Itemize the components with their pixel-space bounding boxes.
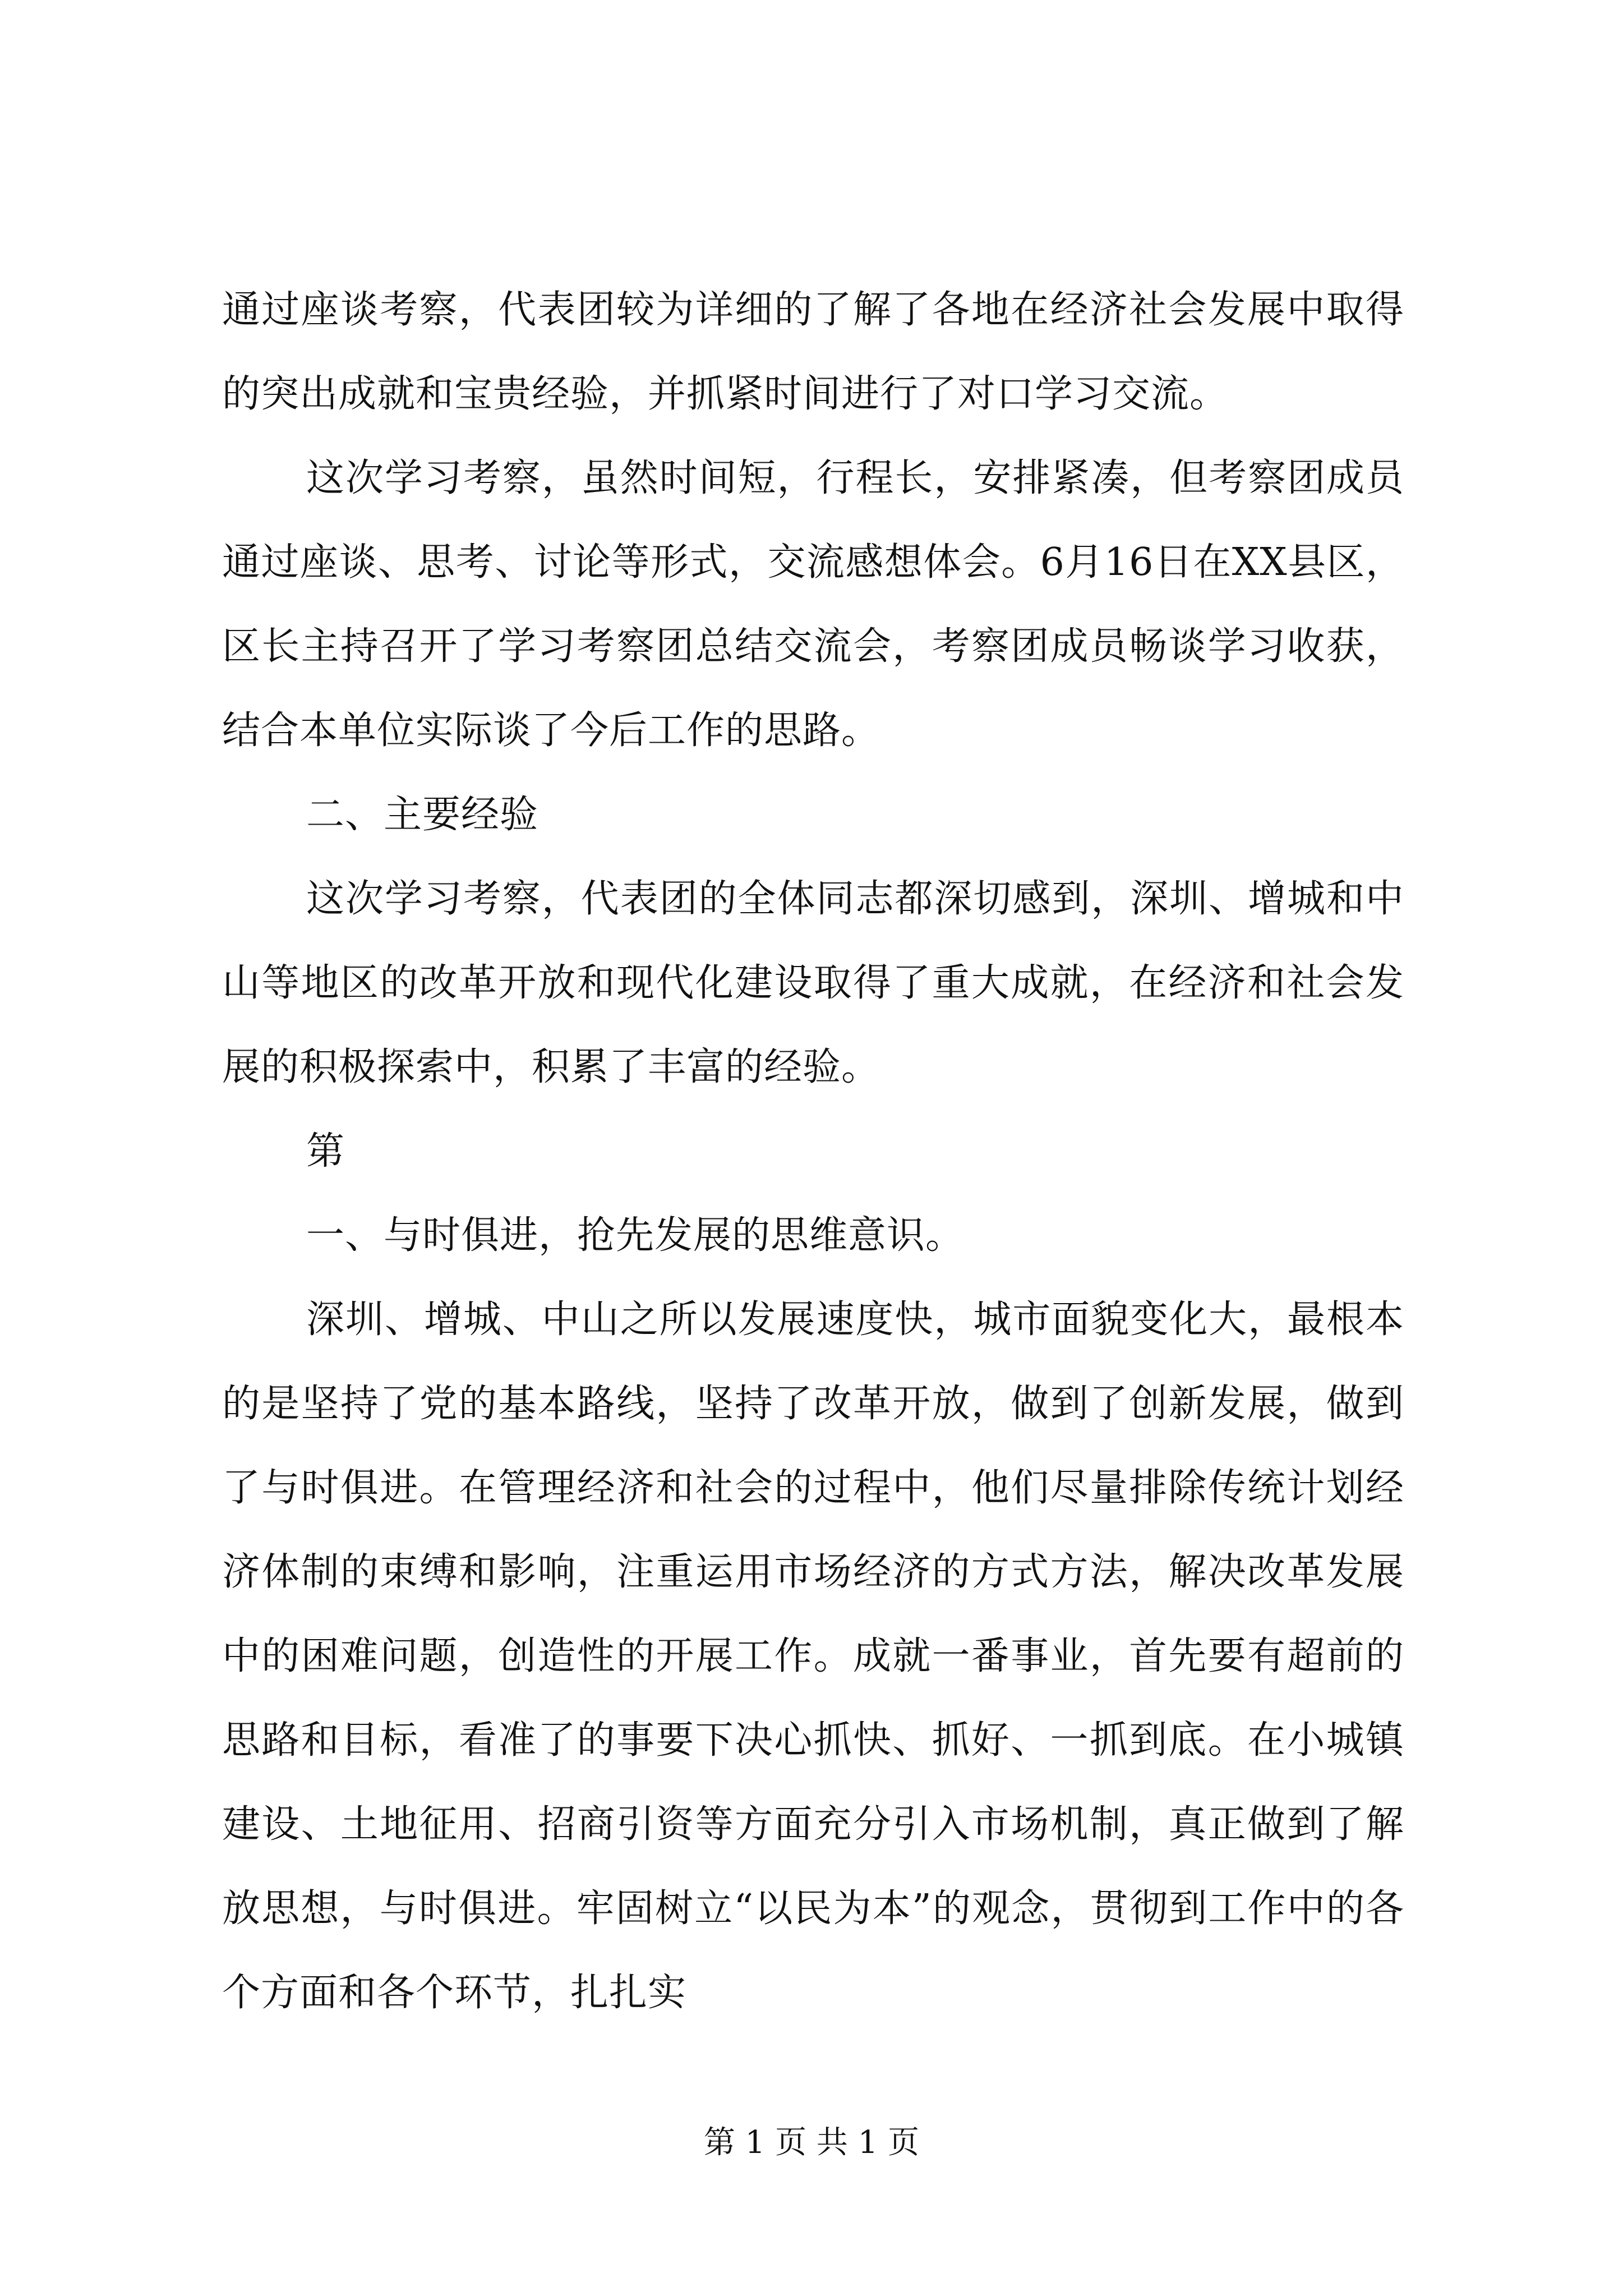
paragraph-fragment: 第 [306,1129,345,1174]
paragraph-1: 通过座谈考察，代表团较为详细的了解了各地在经济社会发展中取得的突出成就和宝贵经验，并抓紧时间进行了对口学习交流。 [222,288,1404,416]
page-footer: 第 1 页 共 1 页 [703,2124,920,2161]
paragraph-3: 这次学习考察，代表团的全体同志都深切感到，深圳、增城和中山等地区的改革开放和现代化建设取得了重大成就，在经济和社会发展的积极探索中，积累了丰富的经验。 [222,877,1404,1089]
subheading-keep-pace: 一、与时俱进，抢先发展的思维意识。 [306,1213,965,1258]
paragraph-4: 深圳、增城、中山之所以发展速度快，城市面貌变化大，最根本的是坚持了党的基本路线，坚持了改革开放，做到了创新发展，做到了与时俱进。在管理经济和社会的过程中，他们尽量排除传统计划经济体制的束缚和影响，注重运用市场经济的方式方法，解决改革发展中的困难问题，创造性的开展工作。成就一番事业，首先要有超前的思路和目标，看准了的事要下决心抓快、抓好、一抓到底。在小城镇建设、土地征用、招商引资等方面充分引入市场机制，真正做到了解放思想，与时俱进。牢固树立“以民为本”的观念，贯彻到工作中的各个方面和各个环节，扎扎实 [222,1297,1404,2015]
section-heading-main-experience: 二、主要经验 [306,793,539,837]
paragraph-2: 这次学习考察，虽然时间短，行程长，安排紧凑，但考察团成员通过座谈、思考、讨论等形式，交流感想体会。6月16日在XX县区，区长主持召开了学习考察团总结交流会，考察团成员畅谈学习收获，结合本单位实际谈了今后工作的思路。 [222,456,1404,753]
document-body [222,268,1404,2035]
